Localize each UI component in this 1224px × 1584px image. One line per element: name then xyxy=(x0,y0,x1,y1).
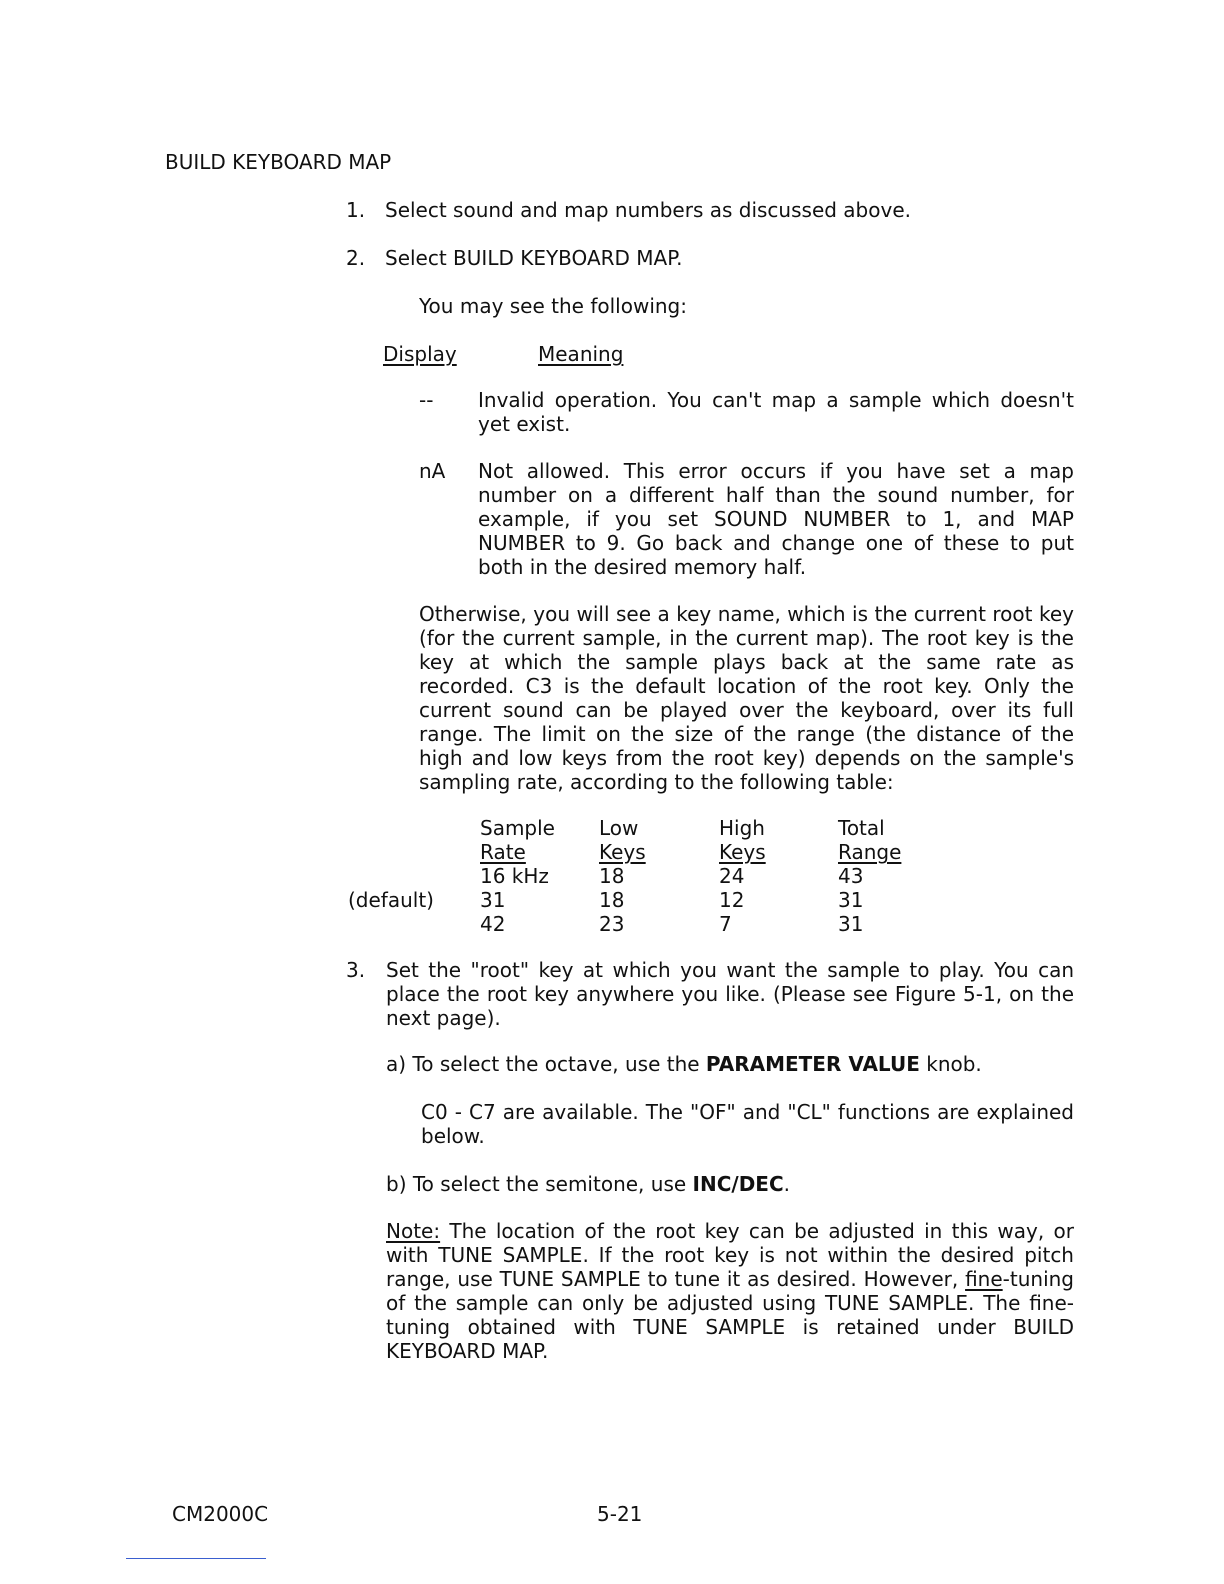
step-1-text: Select sound and map numbers as discussed above. xyxy=(385,198,911,222)
total-range-cell: 43 xyxy=(838,864,864,888)
substep-b-suffix: . xyxy=(783,1172,790,1196)
footer-document-id: CM2000C xyxy=(172,1502,269,1526)
sample-rate-cell: 31 xyxy=(480,888,506,912)
display-column-header: Display xyxy=(383,342,457,366)
intro-text: You may see the following: xyxy=(419,294,687,318)
display-code: -- xyxy=(419,388,434,412)
footer-rule xyxy=(126,1558,266,1559)
total-range-column xyxy=(838,816,938,936)
note-paragraph xyxy=(386,1219,1074,1363)
sample-rate-cell: 42 xyxy=(480,912,506,936)
sample-rate-header-1: Sample xyxy=(480,816,555,840)
low-keys-column xyxy=(599,816,699,936)
footer-page-number: 5-21 xyxy=(597,1502,643,1526)
high-keys-cell: 7 xyxy=(719,912,732,936)
sample-rate-column xyxy=(480,816,590,936)
rate-row-label xyxy=(348,864,468,888)
sample-rate-cell: 16 kHz xyxy=(480,864,549,888)
display-meaning: Invalid operation. You can't map a sample which doesn't yet exist. xyxy=(478,388,1074,436)
step-2-number: 2. xyxy=(346,246,366,270)
note-text-1: The location of the root key can be adjusted in this way, or with TUNE SAMPLE. If the root key is not within the desired pitch range, use TUNE SAMPLE to tune it as desired. However, xyxy=(386,1219,1074,1291)
display-meaning: Not allowed. This error occurs if you have set a map number on a different half than the sound number, for example, if you set SOUND NUMBER to 1, and MAP NUMBER to 9. Go back and change one of these to put both in the desired memory half. xyxy=(478,459,1074,579)
section-heading: BUILD KEYBOARD MAP xyxy=(165,150,392,174)
low-keys-header-1: Low xyxy=(599,816,639,840)
note-label: Note: xyxy=(386,1219,441,1243)
parameter-value-knob-label: PARAMETER VALUE xyxy=(705,1052,920,1076)
low-keys-header-2: Keys xyxy=(599,840,646,864)
substep-b xyxy=(386,1172,790,1196)
step-3-text: Set the "root" key at which you want the sample to play. You can place the root key anywhere you like. (Please see Figure 5-1, on the next page). xyxy=(386,958,1074,1030)
low-keys-cell: 18 xyxy=(599,864,625,888)
step-2-text: Select BUILD KEYBOARD MAP. xyxy=(385,246,683,270)
total-range-header-1: Total xyxy=(838,816,885,840)
otherwise-paragraph: Otherwise, you will see a key name, which is the current root key (for the current sample, in the current map). The root key is the key at which the sample plays back at the same rate as recorded. C3 is the default location of the root key. Only the current sound can be played over the keyboard, over its full range. The limit on the size of the range (the distance of the high and low keys from the root key) depends on the sample's sampling rate, according to the following table: xyxy=(419,602,1074,794)
octave-range-note: C0 - C7 are available. The "OF" and "CL" functions are explained below. xyxy=(421,1100,1074,1148)
meaning-column-header: Meaning xyxy=(538,342,624,366)
high-keys-cell: 12 xyxy=(719,888,745,912)
substep-a-prefix: a) To select the octave, use the xyxy=(386,1052,706,1076)
high-keys-column xyxy=(719,816,819,936)
substep-a-suffix: knob. xyxy=(919,1052,982,1076)
step-3-number: 3. xyxy=(346,958,366,982)
high-keys-cell: 24 xyxy=(719,864,745,888)
rate-row-label xyxy=(348,912,468,936)
note-fine-word: fine xyxy=(965,1267,1003,1291)
step-1-number: 1. xyxy=(346,198,366,222)
sample-rate-header-2: Rate xyxy=(480,840,526,864)
inc-dec-label: INC/DEC xyxy=(692,1172,784,1196)
low-keys-cell: 18 xyxy=(599,888,625,912)
total-range-cell: 31 xyxy=(838,912,864,936)
rate-row-label: (default) xyxy=(348,888,434,912)
total-range-cell: 31 xyxy=(838,888,864,912)
high-keys-header-2: Keys xyxy=(719,840,766,864)
low-keys-cell: 23 xyxy=(599,912,625,936)
total-range-header-2: Range xyxy=(838,840,902,864)
rate-label-column xyxy=(348,816,468,936)
high-keys-header-1: High xyxy=(719,816,765,840)
note-text-2: -tuning of the sample can only be adjusted using TUNE SAMPLE. The fine-tuning obtained with TUNE SAMPLE is retained under BUILD KEYBOARD MAP. xyxy=(386,1267,1074,1363)
display-code: nA xyxy=(419,459,446,483)
substep-b-prefix: b) To select the semitone, use xyxy=(386,1172,693,1196)
substep-a xyxy=(386,1052,982,1076)
